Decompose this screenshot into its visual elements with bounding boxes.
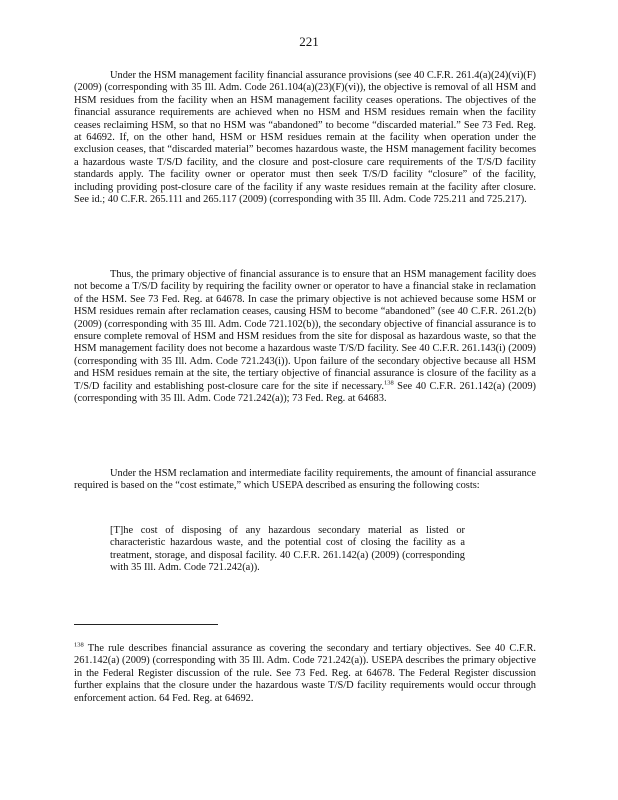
body-paragraph-3 — [74, 468, 536, 493]
footnote-divider — [74, 624, 218, 625]
footnote — [74, 643, 536, 705]
paragraph-tail-text: See 40 C.F.R. 261.142(a) (2009) (corresponding with 35 Ill. Adm. Code 721.242(a)); 73 Fed. Reg. at 64683. — [74, 380, 536, 405]
paragraph-text: Thus, the primary objective of financial assurance is to ensure that an HSM management facility does not become a T/S/D facility by requiring the facility owner or operator to have a financial stake in reclamation of the HSM. See 73 Fed. Reg. at 64678. In case the primary objective is not achieved because some HSM or HSM residues remain after reclamation ceases, causing HSM to become “abandoned” (see 40 C.F.R. 261.2(b) (2009) (corresponding with 35 Ill. Adm. Code 721.102(b)), the secondary objective of financial assurance is to ensure complete removal of HSM and HSM residues from the site for disposal as hazardous waste, so that the HSM management facility does not become a hazardous waste T/S/D facility. See 40 C.F.R. 261.143(i) (2009) (corresponding with 35 Ill. Adm. Code 721.243(i)). Upon failure of the secondary objective because all HSM and HSM residues remain at the site, the tertiary objective of financial assurance is closure of the facility as a T/S/D facility and establishing post-closure care for the site if necessary. — [74, 269, 536, 392]
body-paragraph-1 — [74, 70, 536, 206]
block-quote: [T]he cost of disposing of any hazardous secondary material as listed or characteristic hazardous waste, and the potential cost of closing the facility as a treatment, storage, and disposal facility. 40 C.F.R. 261.142(a) (2009) (corresponding with 35 Ill. Adm. Code 721.242(a)). — [110, 525, 465, 574]
footnote-number: 138 — [74, 641, 84, 649]
paragraph-2-container — [74, 269, 536, 405]
body-paragraph-2 — [74, 269, 536, 405]
footnote-reference: 138 — [383, 379, 394, 387]
paragraph-text: Under the HSM management facility financial assurance provisions (see 40 C.F.R. 261.4(a)(24)(vi)(F) (2009) (corresponding with 35 Ill. Adm. Code 261.104(a)(23)(F)(vi)), the objective is removal of all HSM and HSM residues from the facility when an HSM management facility ceases operations. The objectives of the financial assurance requirements are achieved when no HSM and HSM residues remain when the facility ceases reclaiming HSM, so that no HSM was “abandoned” to become “discarded material.” See 73 Fed. Reg. at 64692. If, on the other hand, HSM or HSM residues remain at the facility when operation under the exclusion ceases, that “discarded material” becomes hazardous waste, the HSM management facility becomes a hazardous waste T/S/D facility, and the closure and post-closure care requirements of the T/S/D facility standards apply. The facility owner or operator must then seek T/S/D facility “closure” of the facility, including providing post-closure care of the facility if any waste residues remain at the facility after closure. See id.; 40 C.F.R. 265.111 and 265.117 (2009) (corresponding with 35 Ill. Adm. Code 725.211 and 725.217). — [74, 70, 536, 206]
paragraph-text: Under the HSM reclamation and intermediate facility requirements, the amount of financial assurance required is based on the “cost estimate,” which USEPA described as ensuring the following costs: — [74, 468, 536, 492]
footnote-text: The rule describes financial assurance as covering the secondary and tertiary objectives. See 40 C.F.R. 261.142(a) (2009) (corresponding with 35 Ill. Adm. Code 721.242(a)). USEPA describes the primary objective in the Federal Register discussion of the rule. See 73 Fed. Reg. at 64678. The Federal Register discussion further explains that the closure under the hazardous waste T/S/D facility requirements would occur through enforcement action. 64 Fed. Reg. at 64692. — [74, 643, 536, 704]
page-number: 221 — [299, 34, 319, 49]
